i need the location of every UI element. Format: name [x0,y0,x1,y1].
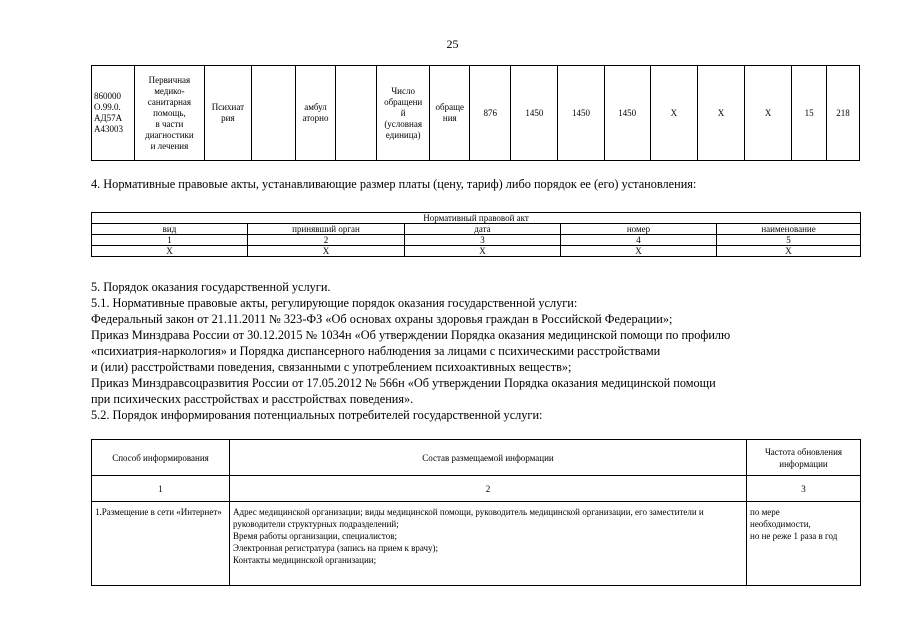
conditions: амбул аторно [302,102,329,123]
profile-cell [204,66,251,161]
column-header: Состав размещаемой информации [230,440,747,476]
informing-table-row [92,502,861,586]
frequency-line: но не реже 1 раза в год [750,531,838,541]
value-cell [558,66,604,161]
value: 1450 [618,107,637,118]
inform-method: 1.Размещение в сети «Интернет» [92,502,230,586]
unit: обраще ния [435,102,465,123]
content-line: Контакты медицинской организации; [233,555,377,565]
legal-table-caption: Нормативный правовой акт [92,213,861,224]
legal-acts-table [91,212,861,257]
section5-1-title: 5.1. Нормативные правовые акты, регулирующие порядок оказания государственной услуги: [91,296,578,310]
order-566n-line-2: при психических расстройствах и расстройствах поведения». [91,392,414,406]
column-number: 2 [248,235,405,246]
column-header: принявший орган [248,224,405,235]
value-cell [745,66,792,161]
value: Х [670,107,678,118]
service-volume-table [91,65,860,161]
column-number: 5 [717,235,861,246]
page-number: 25 [446,37,459,51]
value: 218 [836,107,850,118]
unit-cell [430,66,470,161]
inform-content [230,502,747,586]
column-header: номер [561,224,717,235]
value-cell [697,66,744,161]
service-name: Первичная медико- санитарная помощь, в части диагностики и лечения [145,74,194,151]
legal-table-header [92,224,861,235]
legal-table-value-row [92,246,861,257]
informing-table-header [92,440,861,476]
order-1034n-line-2: «психиатрия-наркология» и Порядка диспансерного наблюдения за лицами с психическими расстройствами [91,344,661,358]
value: Х [764,107,772,118]
value-cell [470,66,511,161]
section5-title: 5. Порядок оказания государственной услуги. [91,280,331,294]
value-cell [827,66,860,161]
column-header: дата [405,224,561,235]
column-number: 3 [747,476,861,502]
table-cell: Х [717,246,861,257]
federal-law: Федеральный закон от 21.11.2011 № 323-ФЗ «Об основах охраны здоровья граждан в Российской Федерации»; [91,312,673,326]
section5-2-title: 5.2. Порядок информирования потенциальных потребителей государственной услуги: [91,408,543,422]
value-cell [792,66,827,161]
informing-table [91,439,861,586]
table-cell: Х [405,246,561,257]
column-number: 4 [561,235,717,246]
value: 876 [483,107,498,118]
frequency-line: необходимости, [750,519,811,529]
value: 15 [804,107,814,118]
value: Х [717,107,725,118]
table-cell: Х [92,246,248,257]
empty-cell [336,66,377,161]
column-number: 3 [405,235,561,246]
column-number: 1 [92,235,248,246]
service-name-cell [135,66,205,161]
registry-code-cell [92,66,135,161]
table-cell: Х [561,246,717,257]
registry-code: 860000 О.99.0. АД57А А43003 [94,91,123,134]
section4-title: 4. Нормативные правовые акты, устанавливающие размер платы (цену, тариф) либо порядок ее (его) установления: [91,177,697,191]
value: 1450 [525,107,544,118]
column-number: 2 [230,476,747,502]
order-566n-line-1: Приказ Минздравсоцразвития России от 17.05.2012 № 566н «Об утверждении Порядка оказания медицинской помощи [91,376,716,390]
value-cell [604,66,650,161]
value: 1450 [572,107,591,118]
column-header: Способ информирования [92,440,230,476]
column-number: 1 [92,476,230,502]
indicator-name-cell [377,66,430,161]
legal-table-number-row [92,235,861,246]
service-table-row [92,66,860,161]
content-line: Время работы организации, специалистов; [233,531,397,541]
table-cell: Х [248,246,405,257]
informing-table-number-row [92,476,861,502]
empty-cell [251,66,295,161]
value-cell [650,66,697,161]
indicator-name: Число обращени й (условная единица) [384,85,423,140]
content-line: Электронная регистратура (запись на прием к врачу); [233,543,439,553]
value-cell [511,66,558,161]
column-header: наименование [717,224,861,235]
conditions-cell [296,66,336,161]
profile: Психиат рия [211,102,245,123]
frequency-line: по мере [750,507,780,517]
column-header: Частота обновления информации [747,440,861,476]
order-1034n-line-1: Приказ Минздрава России от 30.12.2015 № 1034н «Об утверждении Порядка оказания медицинской помощи по профилю [91,328,731,342]
inform-frequency [747,502,861,586]
content-line: Адрес медицинской организации; виды медицинской помощи, руководитель медицинской организации, его заместители и руководители структурных подразделений; [233,507,704,529]
column-header: вид [92,224,248,235]
order-1034n-line-3: и (или) расстройствами поведения, связанными с употреблением психоактивных веществ»; [91,360,572,374]
